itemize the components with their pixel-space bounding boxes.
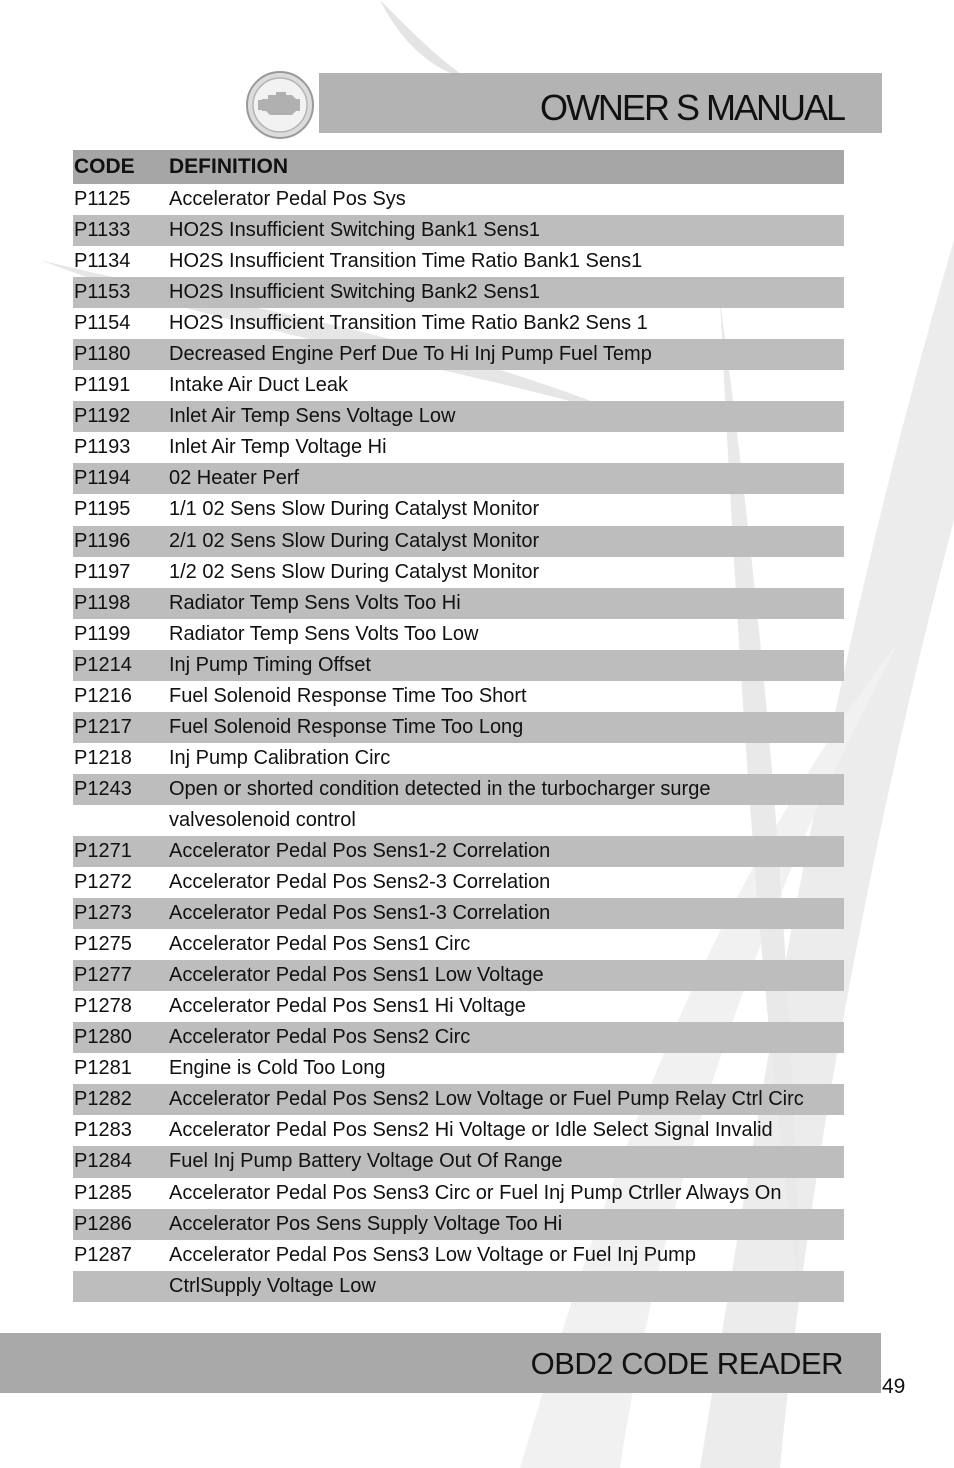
code-cell: P1272 — [74, 871, 132, 894]
code-cell: P1277 — [74, 964, 132, 987]
code-cell: P1125 — [74, 188, 131, 211]
table-row — [73, 588, 844, 619]
definition-cell: Accelerator Pedal Pos Sens3 Circ or Fuel Inj Pump Ctrller Always On — [169, 1181, 782, 1204]
definition-cell: Fuel Inj Pump Battery Voltage Out Of Range — [169, 1150, 563, 1173]
table-row — [73, 1240, 844, 1271]
definition-cell: Accelerator Pedal Pos Sens2 Low Voltage or Fuel Pump Relay Ctrl Circ — [169, 1088, 804, 1111]
table-row — [73, 619, 844, 650]
code-cell: P1280 — [74, 1026, 132, 1049]
table-row — [73, 1209, 844, 1240]
definition-cell: Accelerator Pos Sens Supply Voltage Too Hi — [169, 1212, 563, 1235]
table-row — [73, 650, 844, 681]
definition-cell: HO2S Insufficient Transition Time Ratio Bank2 Sens 1 — [169, 312, 648, 335]
column-header-code: CODE — [74, 155, 135, 178]
code-cell: P1134 — [74, 250, 131, 273]
code-cell: P1154 — [74, 312, 131, 335]
definition-cell: Fuel Solenoid Response Time Too Short — [169, 684, 527, 707]
definition-cell: 1/2 02 Sens Slow During Catalyst Monitor — [169, 560, 540, 583]
code-cell: P1287 — [74, 1243, 132, 1266]
definition-cell: HO2S Insufficient Transition Time Ratio Bank1 Sens1 — [169, 250, 643, 273]
table-row — [73, 867, 844, 898]
definition-cell: Radiator Temp Sens Volts Too Hi — [169, 591, 461, 614]
definition-cell: Accelerator Pedal Pos Sens3 Low Voltage or Fuel Inj Pump — [169, 1243, 696, 1266]
definition-cell: 02 Heater Perf — [169, 467, 300, 490]
code-cell: P1197 — [74, 560, 131, 583]
definition-cell: Inlet Air Temp Voltage Hi — [169, 436, 387, 459]
table-row — [73, 1115, 844, 1146]
table-row — [73, 929, 844, 960]
definition-cell: Accelerator Pedal Pos Sens1 Circ — [169, 933, 471, 956]
table-row — [73, 1022, 844, 1053]
code-cell: P1273 — [74, 902, 132, 925]
table-row — [73, 557, 844, 588]
code-cell: P1194 — [74, 467, 131, 490]
table-row — [73, 960, 844, 991]
definition-cell: 2/1 02 Sens Slow During Catalyst Monitor — [169, 529, 540, 552]
code-cell: P1217 — [74, 715, 132, 738]
code-cell: P1214 — [74, 653, 132, 676]
definition-cell: Accelerator Pedal Pos Sens2 Hi Voltage or Idle Select Signal Invalid — [169, 1119, 773, 1142]
table-row — [73, 805, 844, 836]
code-cell: P1133 — [74, 219, 131, 242]
code-cell: P1281 — [74, 1057, 132, 1080]
code-cell: P1282 — [74, 1088, 132, 1111]
table-row — [73, 1178, 844, 1209]
code-cell: P1192 — [74, 405, 131, 428]
code-cell: P1283 — [74, 1119, 132, 1142]
footer-bar — [0, 1333, 881, 1393]
definition-cell: Accelerator Pedal Pos Sens1-3 Correlation — [169, 902, 551, 925]
header-bar — [319, 73, 882, 133]
column-header-definition: DEFINITION — [169, 155, 288, 178]
code-cell: P1195 — [74, 498, 131, 521]
definition-cell: Accelerator Pedal Pos Sens1 Hi Voltage — [169, 995, 526, 1018]
definition-cell: Accelerator Pedal Pos Sens2-3 Correlation — [169, 871, 551, 894]
table-row — [73, 246, 844, 277]
code-cell: P1193 — [74, 436, 131, 459]
definition-cell: valvesolenoid control — [169, 808, 356, 831]
definition-cell: Decreased Engine Perf Due To Hi Inj Pump Fuel Temp — [169, 343, 652, 366]
table-row — [73, 898, 844, 929]
code-cell: P1278 — [74, 995, 132, 1018]
footer-title: OBD2 CODE READER — [530, 1346, 843, 1381]
definition-cell: Accelerator Pedal Pos Sens1 Low Voltage — [169, 964, 544, 987]
table-row — [73, 526, 844, 557]
definition-cell: 1/1 02 Sens Slow During Catalyst Monitor — [169, 498, 540, 521]
definition-cell: Radiator Temp Sens Volts Too Low — [169, 622, 479, 645]
table-row — [73, 836, 844, 867]
definition-cell: CtrlSupply Voltage Low — [169, 1274, 376, 1297]
definition-cell: Engine is Cold Too Long — [169, 1057, 386, 1080]
page-number: 49 — [882, 1375, 906, 1398]
table-body — [73, 184, 844, 1302]
definition-cell: HO2S Insufficient Switching Bank2 Sens1 — [169, 281, 540, 304]
table-row — [73, 743, 844, 774]
definition-cell: Inlet Air Temp Sens Voltage Low — [169, 405, 456, 428]
table-row — [73, 401, 844, 432]
table-row — [73, 1271, 844, 1302]
table-row — [73, 215, 844, 246]
code-cell: P1198 — [74, 591, 131, 614]
code-cell: P1275 — [74, 933, 132, 956]
table-row — [73, 1084, 844, 1115]
table-row — [73, 463, 844, 494]
definition-cell: Inj Pump Calibration Circ — [169, 746, 391, 769]
code-definition-table — [73, 150, 844, 1302]
code-cell: P1243 — [74, 777, 132, 800]
code-cell: P1196 — [74, 529, 131, 552]
code-cell: P1153 — [74, 281, 131, 304]
code-cell: P1285 — [74, 1181, 132, 1204]
definition-cell: HO2S Insufficient Switching Bank1 Sens1 — [169, 219, 540, 242]
code-cell: P1180 — [74, 343, 131, 366]
code-cell: P1218 — [74, 746, 132, 769]
table-row — [73, 184, 844, 215]
code-cell: P1216 — [74, 684, 132, 707]
definition-cell: Inj Pump Timing Offset — [169, 653, 371, 676]
table-row — [73, 712, 844, 743]
table-row — [73, 1053, 844, 1084]
definition-cell: Open or shorted condition detected in the turbocharger surge — [169, 777, 711, 800]
code-cell: P1271 — [74, 840, 132, 862]
definition-cell: Accelerator Pedal Pos Sens2 Circ — [169, 1026, 471, 1049]
code-cell: P1286 — [74, 1212, 132, 1235]
code-cell: P1284 — [74, 1150, 132, 1173]
header-title: OWNER S MANUAL — [539, 87, 844, 128]
definition-cell: Accelerator Pedal Pos Sys — [169, 188, 406, 211]
table-row — [73, 277, 844, 308]
table-row — [73, 774, 844, 805]
table-row — [73, 370, 844, 401]
code-cell: P1199 — [74, 622, 131, 645]
code-cell: P1191 — [74, 374, 131, 397]
definition-cell: Accelerator Pedal Pos Sens1-2 Correlation — [169, 840, 551, 862]
engine-check-icon — [245, 70, 315, 140]
table-row — [73, 432, 844, 463]
definition-cell: Intake Air Duct Leak — [169, 374, 348, 397]
table-row — [73, 494, 844, 525]
table-header-row — [73, 150, 844, 184]
table-row — [73, 681, 844, 712]
table-row — [73, 1146, 844, 1177]
definition-cell: Fuel Solenoid Response Time Too Long — [169, 715, 524, 738]
table-row — [73, 339, 844, 370]
table-row — [73, 991, 844, 1022]
table-row — [73, 308, 844, 339]
